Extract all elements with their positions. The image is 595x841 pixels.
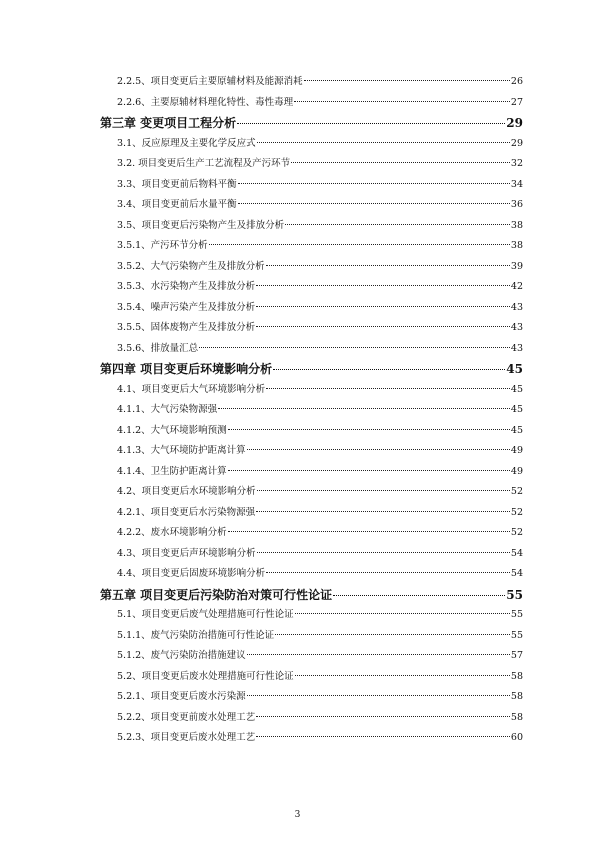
dot-leader bbox=[228, 429, 510, 430]
toc-chapter-entry[interactable] bbox=[100, 585, 523, 605]
toc-entry-page: 45 bbox=[510, 424, 523, 436]
toc-entry-label: 3.5、项目变更后污染物产生及排放分析 bbox=[117, 219, 285, 231]
dot-leader bbox=[256, 306, 510, 307]
toc-entry-page: 34 bbox=[510, 178, 523, 190]
dot-leader bbox=[291, 162, 510, 163]
dot-leader bbox=[256, 326, 510, 327]
toc-entry-page: 49 bbox=[510, 465, 523, 477]
dot-leader bbox=[273, 369, 505, 370]
toc-entry-page: 36 bbox=[510, 199, 523, 210]
toc-entry-page: 52 bbox=[510, 486, 523, 497]
toc-entry-page: 52 bbox=[510, 506, 523, 518]
toc-entry-label: 5.1.2、废气污染防治措施建议 bbox=[117, 650, 246, 661]
toc-entry[interactable] bbox=[117, 564, 523, 584]
dot-leader bbox=[266, 265, 510, 266]
toc-entry[interactable] bbox=[117, 462, 523, 482]
toc-entry-label: 3.5.4、噪声污染产生及排放分析 bbox=[117, 301, 256, 313]
toc-entry-label: 3.5.2、大气污染物产生及排放分析 bbox=[117, 260, 265, 272]
dot-leader bbox=[218, 408, 510, 409]
dot-leader bbox=[256, 736, 510, 737]
toc-entry-page: 45 bbox=[510, 383, 523, 395]
dot-leader bbox=[209, 244, 510, 245]
toc-entry-label: 5.2.2、项目变更前废水处理工艺 bbox=[117, 711, 256, 723]
toc-entry-label: 4.1、项目变更后大气环境影响分析 bbox=[117, 383, 266, 395]
toc-entry[interactable] bbox=[117, 708, 523, 728]
toc-entry-label: 5.1.1、废气污染防治措施可行性论证 bbox=[117, 629, 275, 641]
toc-entry[interactable] bbox=[117, 277, 523, 297]
toc-entry-label: 第三章 变更项目工程分析 bbox=[100, 116, 237, 130]
toc-entry[interactable] bbox=[117, 523, 523, 543]
toc-entry-label: 3.5.1、产污环节分析 bbox=[117, 240, 208, 251]
dot-leader bbox=[247, 654, 510, 655]
toc-entry-page: 43 bbox=[510, 322, 523, 333]
toc-entry[interactable] bbox=[117, 687, 523, 707]
toc-entry-label: 3.5.3、水污染物产生及排放分析 bbox=[117, 281, 256, 292]
toc-entry-page: 27 bbox=[510, 96, 523, 108]
toc-entry-page: 43 bbox=[510, 301, 523, 313]
toc-entry-label: 5.2.1、项目变更后废水污染源 bbox=[117, 691, 246, 702]
dot-leader bbox=[275, 634, 510, 635]
toc-entry-page: 57 bbox=[510, 650, 523, 661]
toc-chapter-entry[interactable] bbox=[100, 113, 523, 133]
toc-entry-page: 58 bbox=[510, 691, 523, 702]
toc-entry-page: 45 bbox=[510, 404, 523, 415]
toc-entry[interactable] bbox=[117, 728, 523, 748]
toc-entry-page: 55 bbox=[510, 629, 523, 641]
toc-entry[interactable] bbox=[117, 175, 523, 195]
toc-entry[interactable] bbox=[117, 400, 523, 420]
toc-entry-label: 5.2.3、项目变更后废水处理工艺 bbox=[117, 732, 256, 743]
dot-leader bbox=[238, 203, 510, 204]
dot-leader bbox=[257, 552, 510, 553]
toc-entry-page: 58 bbox=[510, 711, 523, 723]
toc-entry[interactable] bbox=[117, 195, 523, 215]
toc-entry[interactable] bbox=[117, 421, 523, 441]
toc-entry-label: 4.2.1、项目变更后水污染物源强 bbox=[117, 506, 256, 518]
toc-entry-page: 26 bbox=[510, 76, 523, 87]
dot-leader bbox=[257, 490, 510, 491]
toc-entry[interactable] bbox=[117, 257, 523, 277]
toc-entry-page: 29 bbox=[506, 116, 523, 130]
toc-entry-label: 3.3、项目变更前后物料平衡 bbox=[117, 178, 237, 190]
toc-entry-label: 第四章 项目变更后环境影响分析 bbox=[100, 362, 273, 376]
dot-leader bbox=[237, 123, 505, 124]
toc-entry-label: 第五章 项目变更后污染防治对策可行性论证 bbox=[100, 587, 333, 602]
dot-leader bbox=[256, 716, 510, 717]
dot-leader bbox=[295, 613, 510, 614]
toc-entry[interactable] bbox=[117, 93, 523, 113]
toc-entry-label: 5.2、项目变更后废水处理措施可行性论证 bbox=[117, 670, 294, 682]
toc-entry-label: 3.2. 项目变更后生产工艺流程及产污环节 bbox=[117, 158, 291, 169]
toc-entry-page: 55 bbox=[510, 609, 523, 620]
toc-entry[interactable] bbox=[117, 482, 523, 502]
dot-leader bbox=[266, 572, 510, 573]
toc-entry[interactable] bbox=[117, 339, 523, 359]
toc-entry-page: 52 bbox=[510, 527, 523, 538]
dot-leader bbox=[257, 142, 510, 143]
toc-entry[interactable] bbox=[117, 544, 523, 564]
toc-entry-page: 32 bbox=[510, 158, 523, 169]
dot-leader bbox=[247, 449, 510, 450]
toc-entry-label: 5.1、项目变更后废气处理措施可行性论证 bbox=[117, 609, 294, 620]
toc-entry-label: 4.4、项目变更后固废环境影响分析 bbox=[117, 568, 266, 579]
dot-leader bbox=[294, 101, 510, 102]
dot-leader bbox=[256, 511, 510, 512]
toc-entry-page: 55 bbox=[506, 587, 523, 602]
dot-leader bbox=[199, 347, 510, 348]
dot-leader bbox=[295, 675, 510, 676]
dot-leader bbox=[228, 470, 510, 471]
toc-entry[interactable] bbox=[117, 646, 523, 666]
toc-entry[interactable] bbox=[117, 503, 523, 523]
toc-entry[interactable] bbox=[117, 154, 523, 174]
toc-entry-page: 60 bbox=[510, 732, 523, 743]
toc-entry-label: 4.2.2、废水环境影响分析 bbox=[117, 527, 227, 538]
toc-entry-page: 54 bbox=[510, 568, 523, 579]
toc-entry-label: 4.1.3、大气环境防护距离计算 bbox=[117, 445, 246, 456]
toc-entry-page: 58 bbox=[510, 670, 523, 682]
toc-entry-label: 3.4、项目变更前后水量平衡 bbox=[117, 199, 237, 210]
toc-entry-page: 29 bbox=[510, 137, 523, 149]
toc-entry-page: 49 bbox=[510, 445, 523, 456]
toc-entry[interactable] bbox=[117, 72, 523, 92]
dot-leader bbox=[266, 388, 510, 389]
toc-entry-page: 38 bbox=[510, 240, 523, 251]
page-number: 3 bbox=[294, 810, 301, 820]
toc-entry[interactable] bbox=[117, 134, 523, 154]
toc-chapter-entry[interactable] bbox=[100, 359, 523, 379]
dot-leader bbox=[285, 224, 510, 225]
toc-entry[interactable] bbox=[117, 216, 523, 236]
dot-leader bbox=[256, 285, 510, 286]
toc-entry[interactable] bbox=[117, 667, 523, 687]
toc-entry-label: 2.2.6、主要原辅材料理化特性、毒性毒理 bbox=[117, 96, 294, 108]
toc-entry-label: 4.1.1、大气污染物源强 bbox=[117, 404, 218, 415]
toc-entry-label: 3.1、反应原理及主要化学反应式 bbox=[117, 137, 256, 149]
toc-entry-page: 38 bbox=[510, 219, 523, 231]
toc-entry-label: 4.2、项目变更后水环境影响分析 bbox=[117, 486, 256, 497]
toc-entry[interactable] bbox=[117, 236, 523, 256]
toc-entry[interactable] bbox=[117, 626, 523, 646]
toc-entry-label: 4.1.4、卫生防护距离计算 bbox=[117, 465, 227, 477]
toc-entry-label: 3.5.5、固体废物产生及排放分析 bbox=[117, 322, 256, 333]
dot-leader bbox=[333, 595, 505, 596]
toc-entry-page: 42 bbox=[510, 281, 523, 292]
dot-leader bbox=[228, 531, 510, 532]
dot-leader bbox=[247, 695, 510, 696]
toc-entry[interactable] bbox=[117, 298, 523, 318]
toc-entry[interactable] bbox=[117, 380, 523, 400]
toc-entry-label: 4.1.2、大气环境影响预测 bbox=[117, 424, 227, 436]
toc-entry[interactable] bbox=[117, 318, 523, 338]
toc-entry-page: 45 bbox=[506, 362, 523, 376]
toc-entry[interactable] bbox=[117, 605, 523, 625]
toc-entry[interactable] bbox=[117, 441, 523, 461]
toc-entry-page: 54 bbox=[510, 547, 523, 559]
dot-leader bbox=[304, 80, 510, 81]
toc-entry-label: 3.5.6、排放量汇总 bbox=[117, 342, 199, 354]
toc-entry-label: 2.2.5、项目变更后主要原辅材料及能源消耗 bbox=[117, 76, 303, 87]
toc-entry-page: 43 bbox=[510, 342, 523, 354]
dot-leader bbox=[238, 183, 510, 184]
toc-entry-page: 39 bbox=[510, 260, 523, 272]
toc-entry-label: 4.3、项目变更后声环境影响分析 bbox=[117, 547, 256, 559]
